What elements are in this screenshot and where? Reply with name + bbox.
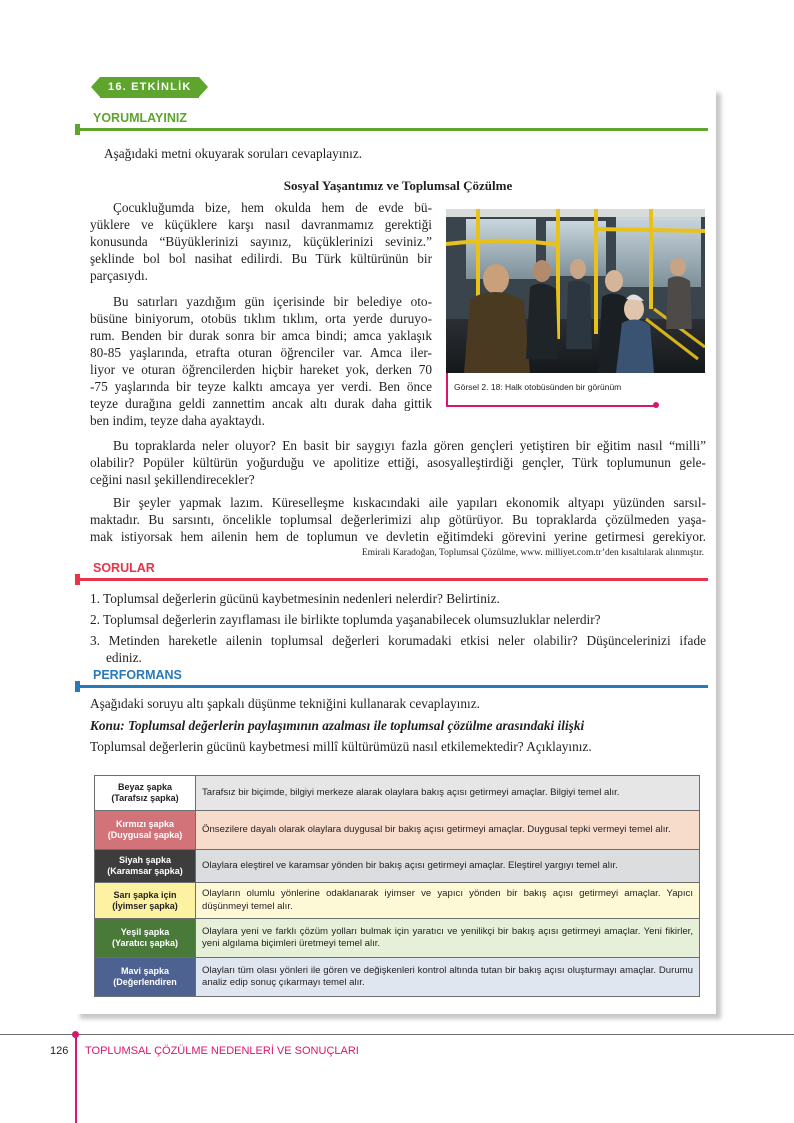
hat-name: Siyah şapka — [118, 855, 172, 865]
hat-label-red — [95, 811, 196, 850]
hat-label-blue — [95, 958, 196, 997]
article-line: olabilir? Popüler kültürün yoğurduğu ve apolitize ettiği, asosyalleştirdiği gençler, Türk toplumunun gele- — [90, 455, 706, 470]
chapter-title: TOPLUMSAL ÇÖZÜLME NEDENLERİ VE SONUÇLARI — [85, 1045, 359, 1057]
section-heading-questions: SORULAR — [93, 561, 155, 575]
hat-description: Önsezilere dayalı olarak olaylara duygusal bir bakış açısı getirmeyi amaçlar. Duygusal tepki vermeyi temel alır. — [196, 811, 700, 850]
section-heading-performance: PERFORMANS — [93, 668, 182, 682]
performance-instruction: Aşağıdaki soruyu altı şapkalı düşünme tekniğini kullanarak cevaplayınız. — [90, 696, 480, 711]
article-line: rum. Benden bir durak sonra bir amca bindi; amca yaklaşık — [90, 328, 432, 343]
activity-tab: 16. ETKİNLİK — [100, 77, 199, 98]
article-line: parçasıydı. — [90, 268, 148, 283]
article-source: Emirali Karadoğan, Toplumsal Çözülme, www. milliyet.com.tr’den kısaltılarak alınmıştır. — [361, 548, 704, 558]
article-line: 80-85 yaşlarında, etrafta oturan öğrenciler var. Amca iler- — [90, 345, 432, 360]
page-number: 126 — [50, 1045, 69, 1057]
hat-label-yellow — [95, 883, 196, 919]
caption-line — [446, 373, 448, 406]
article-line: -75 yaşlarında bir teyze kalktı amcaya yer verdi. Ben önce — [90, 379, 432, 394]
article-line: liyor ve oturan öğrencilerden hiçbir hareket yok, derken 70 — [90, 362, 432, 377]
hat-description: Olayların olumlu yönlerine odaklanarak iyimser ve yapıcı yönden bir bakış açısı getirmeyi amaçlar. Yapıcı düşünmeyi temel alır. — [196, 883, 700, 919]
article-line: mak istiyorsak hem ailenin hem de toplumun ve devletin eğitimdeki görevini yerine getirmesi gerekiyor. — [90, 529, 706, 544]
table-row — [95, 883, 700, 919]
question-item: 3. Metinden hareketle ailenin toplumsal değerleri korumadaki etkisi neler olabilir? Düşüncelerinizi ifade — [90, 633, 706, 648]
table-row — [95, 919, 700, 958]
hat-subtitle: (Duygusal şapka) — [107, 830, 183, 840]
hat-description: Tarafsız bir biçimde, bilgiyi merkeze alarak olaylara bakış açısı getirmeyi amaçlar. Bilgiyi temel alır. — [196, 776, 700, 811]
article-line: yüklere ve küçüklere karşı nasıl davranmamız gerektiği — [90, 217, 432, 232]
photo-caption: Görsel 2. 18: Halk otobüsünden bir görünüm — [454, 382, 622, 392]
hat-description: Olaylara eleştirel ve karamsar yönden bir bakış açısı getirmeyi amaçlar. Eleştirel yargıyı temel alır. — [196, 850, 700, 883]
performance-question: Toplumsal değerlerin gücünü kaybetmesi millî kültürümüzü nasıl etkilemektedir? Açıklayınız. — [90, 739, 592, 754]
article-line: ben indim, teyze daha ayaktaydı. — [90, 413, 266, 428]
hat-name: Beyaz şapka — [117, 782, 173, 792]
six-hats-table — [94, 775, 700, 997]
table-row — [95, 811, 700, 850]
hat-subtitle: (İyimser şapka) — [112, 900, 178, 911]
hat-name: Sarı şapka için — [113, 889, 177, 900]
section-heading-comment: YORUMLAYINIZ — [93, 111, 187, 125]
article-line: Bu satırları yazdığım gün içerisinde bir belediye oto- — [113, 294, 432, 309]
hat-name: Kırmızı şapka — [115, 819, 175, 829]
bus-interior-photo — [446, 209, 705, 373]
article-line: Bu topraklarda neler oluyor? En basit bir saygıyı fazla gören gençleri yetiştiren bir eğitim nasıl “milli” — [113, 438, 706, 453]
section-rule-questions — [80, 578, 708, 581]
footer-divider — [0, 1034, 794, 1035]
table-row — [95, 776, 700, 811]
comment-instruction: Aşağıdaki metni okuyarak soruları cevaplayınız. — [104, 146, 363, 161]
section-rule-comment — [80, 128, 708, 131]
footer-accent-dot — [72, 1031, 79, 1038]
article-line: maktadır. Bu sarsıntı, öncelikle toplumsal değerlerimizi alıp götürüyor. Bu topraklarda çözülmeden yaşa- — [90, 512, 706, 527]
article-line: büsüne biniyorum, otobüs tıklım tıklım, orta yerde duruyo- — [90, 311, 432, 326]
article-line: konusunda “Büyüklerinizi sayınız, küçüklerinizi seviniz.” — [90, 234, 432, 249]
table-row — [95, 850, 700, 883]
article-line: Bir şeyler yapmak lazım. Küreselleşme kıskacındaki aile yapıları ekonomik altyapı yüzünden sarsıl- — [113, 495, 706, 510]
article-line: Çocukluğumda bize, hem okulda hem de evde bü- — [113, 200, 432, 215]
hat-subtitle: (Yaratıcı şapka) — [111, 938, 179, 948]
caption-line — [446, 405, 656, 407]
performance-topic: Konu: Toplumsal değerlerin paylaşımının azalması ile toplumsal çözülme arasındaki ilişki — [90, 718, 585, 733]
hat-subtitle: (Karamsar şapka) — [107, 866, 183, 876]
article-line: ceğini nasıl şekillendirecekler? — [90, 472, 255, 487]
hat-description: Olayları tüm olası yönleri ile gören ve değişkenleri kontrol altında tutan bir bakış açısı oluşturmayı amaçlar. Durumu analiz edip sonuç çıkarmayı temel alır. — [196, 958, 700, 997]
hat-subtitle: (Tarafsız şapka) — [111, 793, 179, 803]
hat-description: Olaylara yeni ve farklı çözüm yolları bulmak için yaratıcı ve yenilikçi bir bakış açısı getirmeyi amaçlar. Yeni fikirler, yeni algılama biçimleri üretmeyi temel alır. — [196, 919, 700, 958]
hat-name: Yeşil şapka — [120, 927, 170, 937]
question-item: 1. Toplumsal değerlerin gücünü kaybetmesinin nedenleri nelerdir? Belirtiniz. — [90, 591, 500, 606]
hat-label-white — [95, 776, 196, 811]
section-rule-performance — [80, 685, 708, 688]
question-item: 2. Toplumsal değerlerin zayıflaması ile birlikte toplumda yaşanabilecek olumsuzluklar nelerdir? — [90, 612, 601, 627]
article-title: Sosyal Yaşantımız ve Toplumsal Çözülme — [283, 178, 513, 193]
hat-label-black — [95, 850, 196, 883]
caption-dot — [653, 402, 659, 408]
hat-label-green — [95, 919, 196, 958]
bus-interior-illustration — [446, 209, 705, 373]
table-row — [95, 958, 700, 997]
hat-name: Mavi şapka — [120, 966, 170, 976]
hat-subtitle: (Değerlendiren — [113, 977, 177, 987]
footer-accent-line — [75, 1034, 77, 1123]
article-line: teyze durağına geldi zannettim ancak altı durak daha gittik — [90, 396, 432, 411]
question-item-continuation: ediniz. — [106, 650, 142, 665]
article-line: şeklinde bol bol nasihat edilirdi. Bu Türk kültürünün bir — [90, 251, 432, 266]
